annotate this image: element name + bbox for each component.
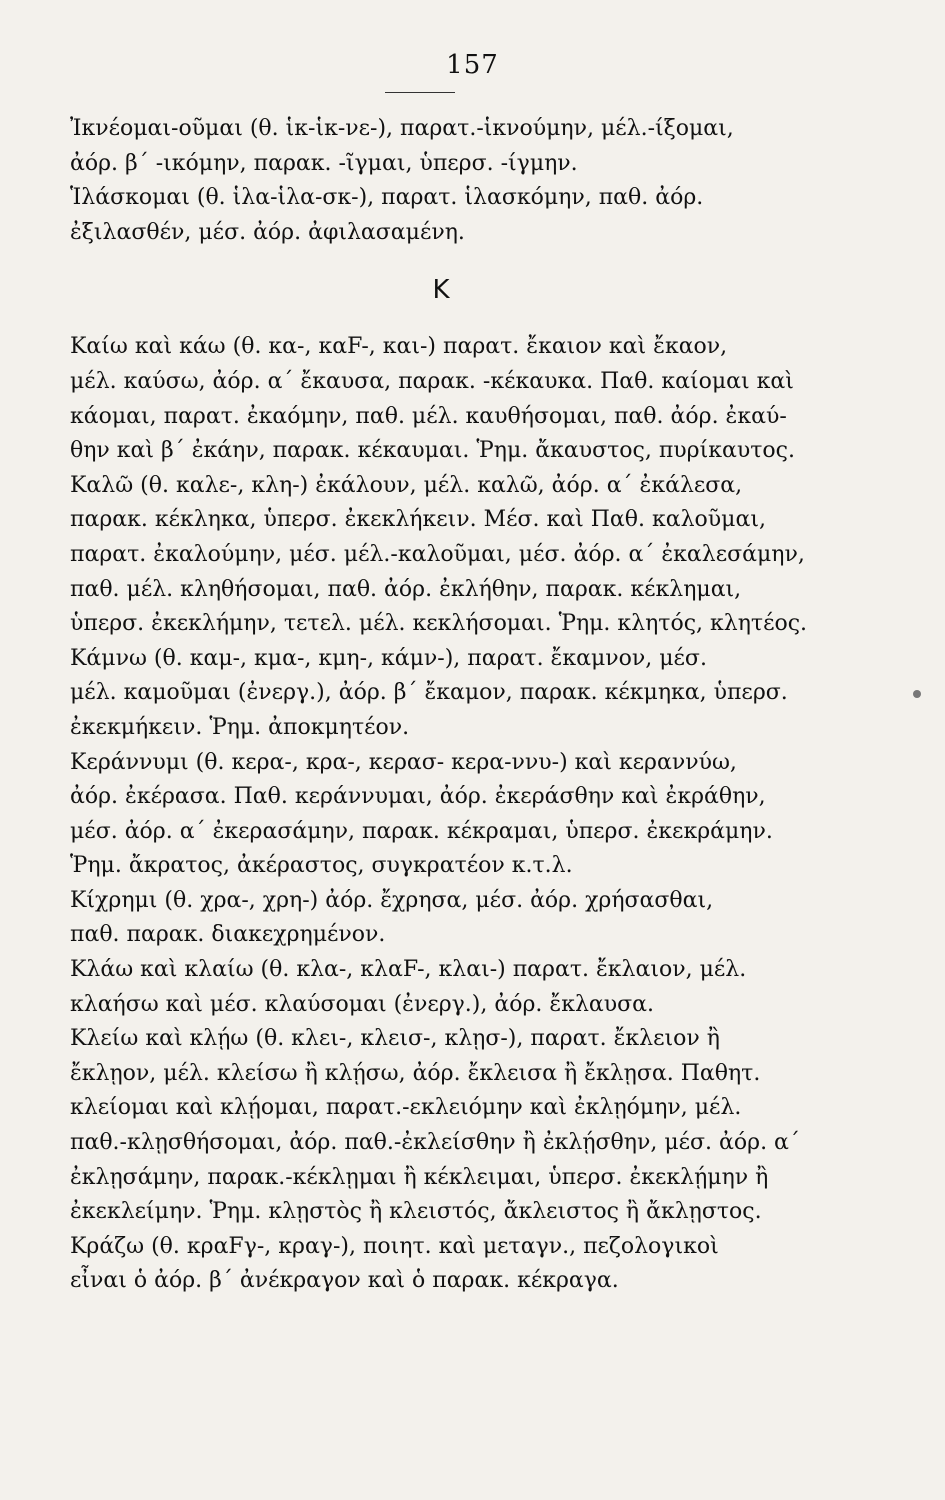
text-line: Κλάω καὶ κλαίω (θ. κλα-, κλαF-, κλαι-) παρατ. ἔκλαιον, μέλ.: [70, 957, 747, 983]
text-line: Καλῶ (θ. καλε-, κλη-) ἐκάλουν, μέλ. καλῶ, ἀόρ. α΄ ἐκάλεσα,: [70, 472, 743, 498]
entry-group-kappa: [70, 330, 812, 1299]
text-line: μέλ. καύσω, ἀόρ. α΄ ἔκαυσα, παρακ. -κέκαυκα. Παθ. καίομαι καὶ: [70, 368, 794, 394]
text-line: παρακ. κέκληκα, ὑπερσ. ἐκεκλήκειν. Μέσ. καὶ Παθ. καλοῦμαι,: [70, 507, 766, 533]
text-line: Κίχρημι (θ. χρα-, χρη-) ἀόρ. ἔχρησα, μέσ. ἀόρ. χρήσασθαι,: [70, 887, 714, 913]
text-line: παθ. παρακ. διακεχρημένον.: [70, 922, 386, 948]
section-letter-heading: K: [432, 275, 450, 306]
text-line: κλαήσω καὶ μέσ. κλαύσομαι (ἐνεργ.), ἀόρ. ἔκλαυσα.: [70, 991, 654, 1017]
text-line: Ἱλάσκομαι (θ. ἱλα-ἱλα-σκ-), παρατ. ἱλασκόμην, παθ. ἀόρ.: [70, 185, 704, 211]
text-line: Ῥημ. ἄκρατος, ἀκέραστος, συγκρατέον κ.τ.λ.: [70, 853, 573, 879]
text-line: ἔκλῃον, μέλ. κλείσω ἢ κλῄσω, ἀόρ. ἔκλεισα ἢ ἔκλῃσα. Παθητ.: [70, 1060, 761, 1086]
text-line: θην καὶ β΄ ἐκάην, παρακ. κέκαυμαι. Ῥημ. ἄκαυστος, πυρίκαυτος.: [70, 438, 795, 464]
text-line: κάομαι, παρατ. ἐκαόμην, παθ. μέλ. καυθήσομαι, παθ. ἀόρ. ἐκαύ-: [70, 403, 787, 429]
text-line: ἀόρ. β΄ -ικόμην, παρακ. -ῖγμαι, ὑπερσ. -ίγμην.: [70, 150, 578, 176]
page-number-rule: [385, 92, 455, 93]
text-line: ἐκεκλείμην. Ῥημ. κλῃστὸς ἢ κλειστός, ἄκλειστος ἢ ἄκλῃστος.: [70, 1199, 762, 1225]
text-line: ἀόρ. ἐκέρασα. Παθ. κεράννυμαι, ἀόρ. ἐκεράσθην καὶ ἐκράθην,: [70, 784, 766, 810]
text-line: Ἰκνέομαι-οῦμαι (θ. ἱκ-ἱκ-νε-), παρατ.-ἱκνούμην, μέλ.-ίξομαι,: [70, 116, 734, 141]
ink-speck: [913, 690, 921, 698]
text-line: κλείομαι καὶ κλῄομαι, παρατ.-εκλειόμην καὶ ἐκλῃόμην, μέλ.: [70, 1095, 742, 1121]
text-line: ἐκεκμήκειν. Ῥημ. ἀποκμητέον.: [70, 714, 410, 740]
entry-group-iota: [70, 112, 812, 250]
text-line: παθ. μέλ. κληθήσομαι, παθ. ἀόρ. ἐκλήθην, παρακ. κέκλημαι,: [70, 576, 742, 602]
text-line: μέλ. καμοῦμαι (ἐνεργ.), ἀόρ. β΄ ἔκαμον, παρακ. κέκμηκα, ὑπερσ.: [70, 680, 788, 706]
text-line: παρατ. ἐκαλούμην, μέσ. μέλ.-καλοῦμαι, μέσ. ἀόρ. α΄ ἐκαλεσάμην,: [70, 541, 805, 567]
text-line: Κράζω (θ. κραFγ-, κραγ-), ποιητ. καὶ μεταγν., πεζολογικοὶ: [70, 1233, 719, 1259]
text-line: Καίω καὶ κάω (θ. κα-, καF-, και-) παρατ. ἔκαιον καὶ ἔκαον,: [70, 334, 728, 360]
page-number: 157: [446, 50, 499, 80]
text-line: ὑπερσ. ἐκεκλήμην, τετελ. μέλ. κεκλήσομαι. Ῥημ. κλητός, κλητέος.: [70, 611, 808, 637]
dictionary-text: [70, 112, 812, 1299]
text-line: παθ.-κλῃσθήσομαι, ἀόρ. παθ.-ἐκλείσθην ἢ ἐκλῄσθην, μέσ. ἀόρ. α΄: [70, 1130, 800, 1156]
text-line: ἐξιλασθέν, μέσ. ἀόρ. ἀφιλασαμένη.: [70, 219, 465, 245]
text-line: εἶναι ὁ ἀόρ. β΄ ἀνέκραγον καὶ ὁ παρακ. κέκραγα.: [70, 1268, 619, 1294]
text-line: Κάμνω (θ. καμ-, κμα-, κμη-, κάμν-), παρατ. ἔκαμνον, μέσ.: [70, 645, 707, 671]
text-line: ἐκλῃσάμην, παρακ.-κέκλῃμαι ἢ κέκλειμαι, ὑπερσ. ἐκεκλῄμην ἢ: [70, 1164, 769, 1190]
text-line: μέσ. ἀόρ. α΄ ἐκερασάμην, παρακ. κέκραμαι, ὑπερσ. ἐκεκράμην.: [70, 818, 773, 844]
text-line: Κεράννυμι (θ. κερα-, κρα-, κερασ- κερα-ννυ-) καὶ κεραννύω,: [70, 749, 737, 775]
text-line: Κλείω καὶ κλῄω (θ. κλει-, κλεισ-, κλῃσ-), παρατ. ἔκλειον ἢ: [70, 1026, 720, 1052]
